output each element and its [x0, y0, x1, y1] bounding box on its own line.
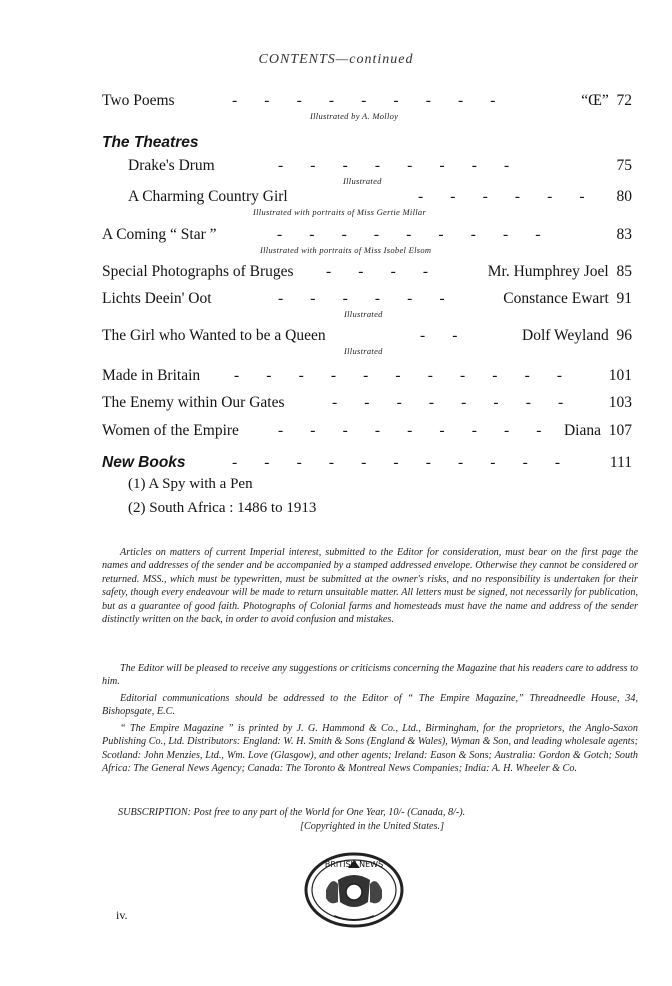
entry-title: Women of the Empire — [102, 422, 239, 439]
dot-leader: - - - - - - - - - — [232, 92, 496, 109]
entry-note: Illustrated by A. Molloy — [310, 111, 399, 121]
entry-page: 101 — [608, 367, 632, 384]
entry-title: A Coming “ Star ” — [102, 226, 217, 243]
section-heading-theatres: The Theatres — [102, 134, 199, 151]
entry-author: “Œ” — [581, 92, 609, 109]
toc-entry — [102, 422, 632, 444]
entry-page: 107 — [608, 422, 632, 439]
entry-title: A Charming Country Girl — [128, 188, 288, 205]
dot-leader: - - — [420, 327, 458, 344]
entry-page: 80 — [616, 188, 632, 205]
entry-page: 83 — [616, 226, 632, 243]
entry-right — [522, 327, 632, 345]
entry-note: Illustrated with portraits of Miss Gertie Millar — [253, 207, 427, 217]
entry-page: 85 — [616, 263, 632, 280]
notice-copyright: [Copyrighted in the United States.] — [300, 821, 445, 832]
dot-leader: - - - - — [326, 263, 429, 280]
entry-author: Mr. Humphrey Joel — [487, 263, 609, 280]
dot-leader: - - - - - - - - - - - — [232, 454, 561, 471]
entry-title: New Books — [102, 454, 186, 471]
entry-right — [581, 92, 632, 110]
toc-entry — [102, 92, 632, 121]
page-number: iv. — [116, 908, 128, 922]
page-header: CONTENTS—continued — [258, 52, 414, 67]
dot-leader: - - - - - - - - — [332, 394, 564, 411]
toc-entry — [102, 394, 632, 416]
entry-page: 75 — [616, 157, 632, 174]
entry-title: Drake's Drum — [128, 157, 215, 174]
entry-note: Illustrated — [344, 346, 383, 356]
notice-printer: “ The Empire Magazine ” is printed by J. G. Hammond & Co., Ltd., Birmingham, for the proprietors, the Anglo-Saxon Publishing Co., Ltd. Distributors: England: W. H. Smith & Sons (England & Wales), Wyman & Son, and leading wholesale agents; Scotland: John Menzies, Ltd., Wm. Love (Glasgow), and other agents; Ireland: Eason & Sons; Australia: Gordon & Gotch; South Africa: The General News Agency; Canada: The Toronto & Montreal News Companies; India: A. H. Wheeler & Co. — [102, 723, 638, 775]
notice-editorial-address: Editorial communications should be addressed to the Editor of “ The Empire Magazine,” Threadneedle House, 34, Bishopsgate, E.C. — [102, 693, 638, 718]
toc-entry — [102, 327, 632, 356]
entry-title: The Girl who Wanted to be a Queen — [102, 327, 326, 344]
dot-leader: - - - - - - — [418, 188, 585, 205]
entry-right — [564, 422, 632, 440]
entry-title: Two Poems — [102, 92, 175, 109]
entry-author: Diana — [563, 422, 601, 439]
entry-right — [503, 290, 632, 308]
entry-author: Constance Ewart — [503, 290, 609, 307]
entry-page: 103 — [608, 394, 632, 411]
entry-title: Made in Britain — [102, 367, 201, 384]
toc-entry — [102, 226, 632, 255]
entry-page: 111 — [609, 454, 632, 471]
entry-title: Lichts Deein' Oot — [102, 290, 212, 307]
toc-entry — [102, 290, 632, 319]
notice-articles: Articles on matters of current Imperial interest, submitted to the Editor for consideration, must bear on the first page the names and addresses of the sender and be accompanied by a stamped addressed envelope. Otherwise they cannot be considered or returned. MSS., which must be typewritten, must be submitted at the owner's risks, and no responsibility is undertaken for their safety, though every endeavour will be made to return unsuitable matter. All letters must be signed, not necessarily for publication, but as a guarantee of good faith. Photographs of Colonial farms and homesteads must have the name and address of the sender distinctly written on the back, in order to avoid confusion and mistakes. — [102, 547, 638, 626]
entry-note: Illustrated — [343, 176, 382, 186]
entry-title: The Enemy within Our Gates — [102, 394, 285, 411]
dot-leader: - - - - - - — [278, 290, 445, 307]
notice-editor: The Editor will be pleased to receive any suggestions or criticisms concerning the Magazine that his readers care to address to him. — [102, 663, 638, 688]
crest-icon — [298, 850, 410, 928]
toc-entry — [102, 263, 632, 285]
notice-subscription: SUBSCRIPTION: Post free to any part of the World for One Year, 10/- (Canada, 8/-). — [118, 807, 466, 818]
entry-note: Illustrated with portraits of Miss Isobel Elsom — [260, 245, 432, 255]
entry-note: Illustrated — [344, 309, 383, 319]
dot-leader: - - - - - - - - - — [277, 226, 541, 243]
book-item: (1) A Spy with a Pen — [128, 476, 253, 492]
toc-entry — [128, 157, 632, 186]
seal-stamp — [298, 850, 410, 928]
entry-page: 91 — [616, 290, 632, 307]
seal-text: BRITISH NEWS — [324, 860, 384, 869]
dot-leader: - - - - - - - - — [278, 157, 510, 174]
toc-entry — [102, 454, 632, 476]
entry-right — [488, 263, 632, 281]
book-item: (2) South Africa : 1486 to 1913 — [128, 500, 317, 516]
toc-entry — [128, 188, 632, 217]
entry-title: Special Photographs of Bruges — [102, 263, 294, 280]
entry-author: Dolf Weyland — [522, 327, 609, 344]
toc-entry — [102, 367, 632, 389]
entry-page: 72 — [616, 92, 632, 109]
dot-leader: - - - - - - - - - - - — [234, 367, 563, 384]
dot-leader: - - - - - - - - - — [278, 422, 542, 439]
entry-page: 96 — [616, 327, 632, 344]
